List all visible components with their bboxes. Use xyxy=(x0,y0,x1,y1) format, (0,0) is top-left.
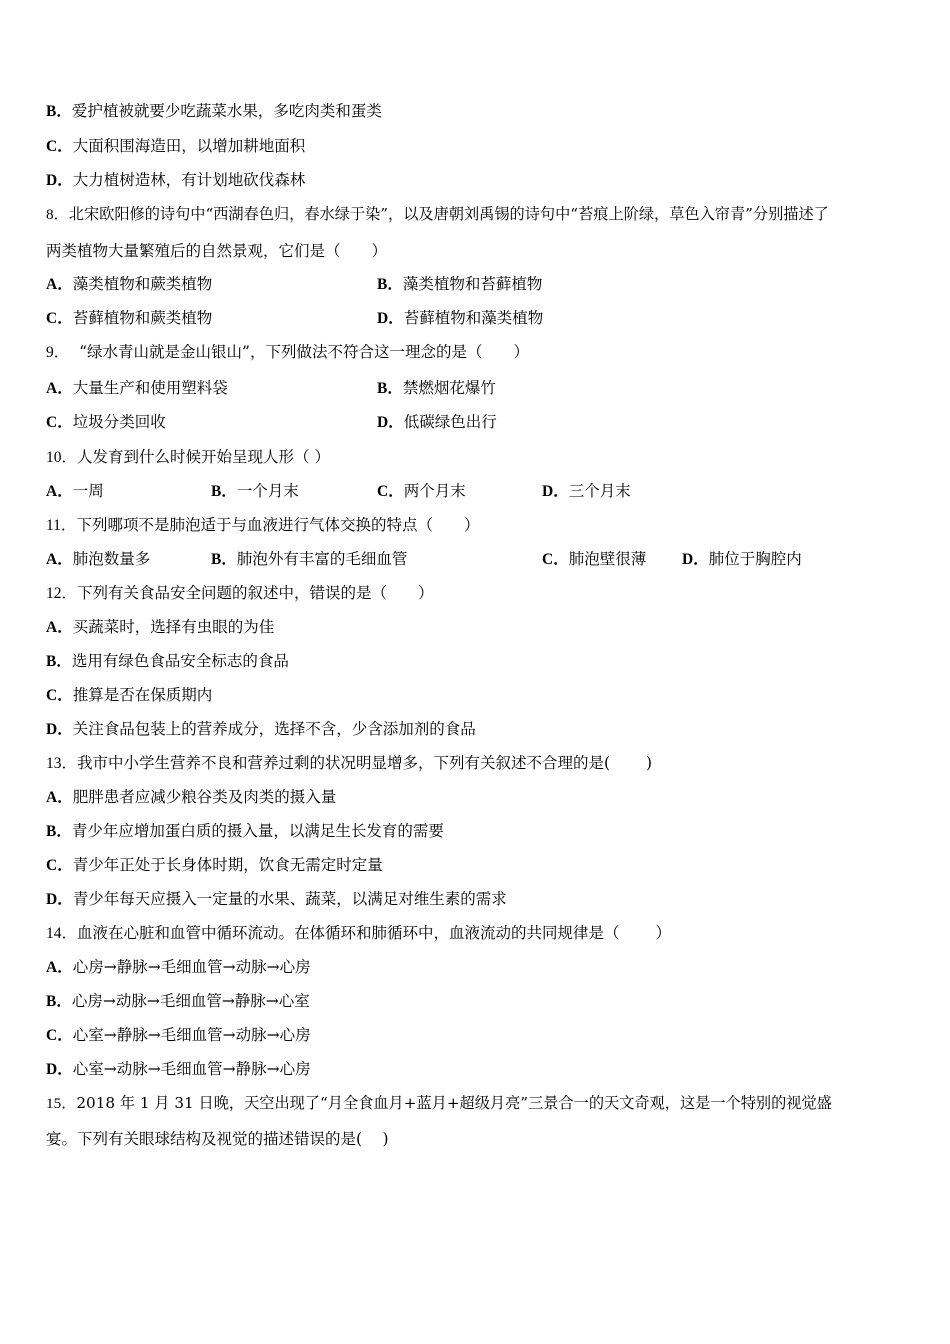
option-letter: D． xyxy=(377,414,404,431)
option-letter: A． xyxy=(46,380,73,397)
q10-stem xyxy=(46,447,330,468)
option-text: 一周 xyxy=(72,482,104,500)
option-letter: A． xyxy=(46,551,73,568)
option-letter: C． xyxy=(46,687,73,704)
q11-option-c xyxy=(542,549,646,570)
q9-option-b xyxy=(377,378,496,399)
q8-stem-line1 xyxy=(46,204,829,225)
q9-option-c xyxy=(46,412,166,433)
option-text: 大面积围海造田，以增加耕地面积 xyxy=(72,137,306,155)
option-text: 两个月末 xyxy=(403,482,466,500)
q13-option-a xyxy=(46,787,336,808)
option-letter: C． xyxy=(46,414,73,431)
q14-option-d xyxy=(46,1059,311,1080)
option-letter: D． xyxy=(46,1061,73,1078)
option-letter: B． xyxy=(377,380,403,397)
option-text: 一个月末 xyxy=(236,482,299,500)
option-text: 低碳绿色出行 xyxy=(403,413,497,431)
question-stem: 我市中小学生营养不良和营养过剩的状况明显增多，下列有关叙述不合理的是( ) xyxy=(77,754,653,772)
question-number: 12． xyxy=(46,585,78,602)
q8-stem-line2: 两类植物大量繁殖后的自然景观，它们是（ ） xyxy=(46,242,388,260)
question-stem: 下列哪项不是肺泡适于与血液进行气体交换的特点（ ） xyxy=(76,516,480,534)
option-letter: A． xyxy=(46,959,73,976)
q9-stem xyxy=(46,342,529,363)
option-letter: B． xyxy=(46,103,72,120)
option-letter: B． xyxy=(377,276,403,293)
q7-option-d xyxy=(46,170,305,191)
q7-option-b xyxy=(46,101,382,122)
question-number: 11． xyxy=(46,517,77,534)
option-text: 苔藓植物和蕨类植物 xyxy=(72,309,213,327)
option-letter: A． xyxy=(46,276,73,293)
option-text: 大量生产和使用塑料袋 xyxy=(72,379,228,397)
q7-option-c xyxy=(46,136,305,157)
option-letter: C． xyxy=(46,138,73,155)
option-letter: D． xyxy=(46,172,73,189)
q11-option-d xyxy=(682,549,802,570)
option-text: 青少年正处于长身体时期，饮食无需定时定量 xyxy=(72,856,383,874)
q12-option-b xyxy=(46,651,289,672)
q11-stem xyxy=(46,515,479,536)
option-letter: D． xyxy=(46,891,73,908)
option-text: 三个月末 xyxy=(568,482,631,500)
q12-option-d xyxy=(46,719,476,740)
question-stem: 下列有关食品安全问题的叙述中，错误的是（ ） xyxy=(77,584,434,602)
q10-option-c xyxy=(377,481,466,502)
q14-option-c xyxy=(46,1025,311,1046)
q15-stem-line1 xyxy=(46,1093,832,1114)
option-letter: D． xyxy=(46,721,73,738)
option-letter: A． xyxy=(46,789,73,806)
option-text: 垃圾分类回收 xyxy=(72,413,166,431)
option-text: 苔藓植物和藻类植物 xyxy=(403,309,544,327)
q14-stem xyxy=(46,923,671,944)
q8-option-a xyxy=(46,274,212,295)
option-text: 肺泡壁很薄 xyxy=(568,550,647,568)
option-text: 买蔬菜时，选择有虫眼的为佳 xyxy=(72,618,275,636)
option-letter: B． xyxy=(211,483,237,500)
q9-option-a xyxy=(46,378,228,399)
option-letter: C． xyxy=(46,1027,73,1044)
q8-option-b xyxy=(377,274,542,295)
question-stem: “绿水青山就是金山银山”，下列做法不符合这一理念的是（ ） xyxy=(79,343,529,361)
q10-option-a xyxy=(46,481,104,502)
option-text: 爱护植被就要少吃蔬菜水果，多吃肉类和蛋类 xyxy=(71,102,382,120)
option-text: 关注食品包装上的营养成分，选择不含，少含添加剂的食品 xyxy=(72,720,476,738)
question-number: 8． xyxy=(46,206,69,223)
option-text: 青少年每天应摄入一定量的水果、蔬菜，以满足对维生素的需求 xyxy=(72,890,507,908)
q13-stem xyxy=(46,753,652,774)
q14-option-b xyxy=(46,991,310,1012)
question-stem: 2018 年 1 月 31 日晚，天空出现了“月全食血月+蓝月+超级月亮”三景合一的天文奇观，这是一个特别的视觉盛 xyxy=(76,1094,832,1112)
option-letter: C． xyxy=(377,483,404,500)
option-text: 青少年应增加蛋白质的摄入量，以满足生长发育的需要 xyxy=(71,822,444,840)
option-letter: D． xyxy=(542,483,569,500)
option-letter: D． xyxy=(682,551,709,568)
question-number: 14． xyxy=(46,925,78,942)
option-letter: B． xyxy=(211,551,237,568)
option-letter: C． xyxy=(46,857,73,874)
option-text: 心室→静脉→毛细血管→动脉→心房 xyxy=(72,1026,311,1044)
q15-stem-line2: 宴。下列有关眼球结构及视觉的描述错误的是( ) xyxy=(46,1130,389,1148)
question-stem: 北宋欧阳修的诗句中“西湖春色归，春水绿于染”，以及唐朝刘禹锡的诗句中“苔痕上阶绿，草色入帘青”分别描述了 xyxy=(68,205,829,223)
q8-option-d xyxy=(377,308,543,329)
question-number: 13． xyxy=(46,755,78,772)
option-text: 肺泡外有丰富的毛细血管 xyxy=(236,550,408,568)
option-text: 肺位于胸腔内 xyxy=(708,550,802,568)
option-text: 藻类植物和蕨类植物 xyxy=(72,275,213,293)
question-stem: 血液在心脏和血管中循环流动。在体循环和肺循环中，血液流动的共同规律是（ ） xyxy=(77,924,671,942)
option-text: 选用有绿色食品安全标志的食品 xyxy=(71,652,289,670)
q11-option-b xyxy=(211,549,407,570)
option-text: 推算是否在保质期内 xyxy=(72,686,213,704)
q12-option-c xyxy=(46,685,212,706)
option-text: 禁燃烟花爆竹 xyxy=(402,379,496,397)
option-letter: B． xyxy=(46,653,72,670)
question-number: 10． xyxy=(46,449,78,466)
option-text: 心房→静脉→毛细血管→动脉→心房 xyxy=(72,958,311,976)
q12-stem xyxy=(46,583,434,604)
q13-option-d xyxy=(46,889,507,910)
option-letter: B． xyxy=(46,823,72,840)
q8-option-c xyxy=(46,308,212,329)
q10-option-b xyxy=(211,481,299,502)
q11-option-a xyxy=(46,549,150,570)
option-letter: C． xyxy=(542,551,569,568)
option-letter: C． xyxy=(46,310,73,327)
option-letter: A． xyxy=(46,483,73,500)
q13-option-b xyxy=(46,821,444,842)
option-text: 藻类植物和苔藓植物 xyxy=(402,275,543,293)
option-letter: A． xyxy=(46,619,73,636)
question-stem: 人发育到什么时候开始呈现人形（ ） xyxy=(77,448,330,466)
q14-option-a xyxy=(46,957,311,978)
option-text: 心室→动脉→毛细血管→静脉→心房 xyxy=(72,1060,311,1078)
q9-option-d xyxy=(377,412,497,433)
q10-option-d xyxy=(542,481,631,502)
option-letter: D． xyxy=(377,310,404,327)
option-letter: B． xyxy=(46,993,72,1010)
q12-option-a xyxy=(46,617,274,638)
option-text: 肥胖患者应减少粮谷类及肉类的摄入量 xyxy=(72,788,337,806)
q13-option-c xyxy=(46,855,383,876)
question-number: 9． xyxy=(46,344,70,361)
option-text: 大力植树造林，有计划地砍伐森林 xyxy=(72,171,306,189)
option-text: 肺泡数量多 xyxy=(72,550,151,568)
option-text: 心房→动脉→毛细血管→静脉→心室 xyxy=(71,992,310,1010)
question-number: 15． xyxy=(46,1095,77,1112)
